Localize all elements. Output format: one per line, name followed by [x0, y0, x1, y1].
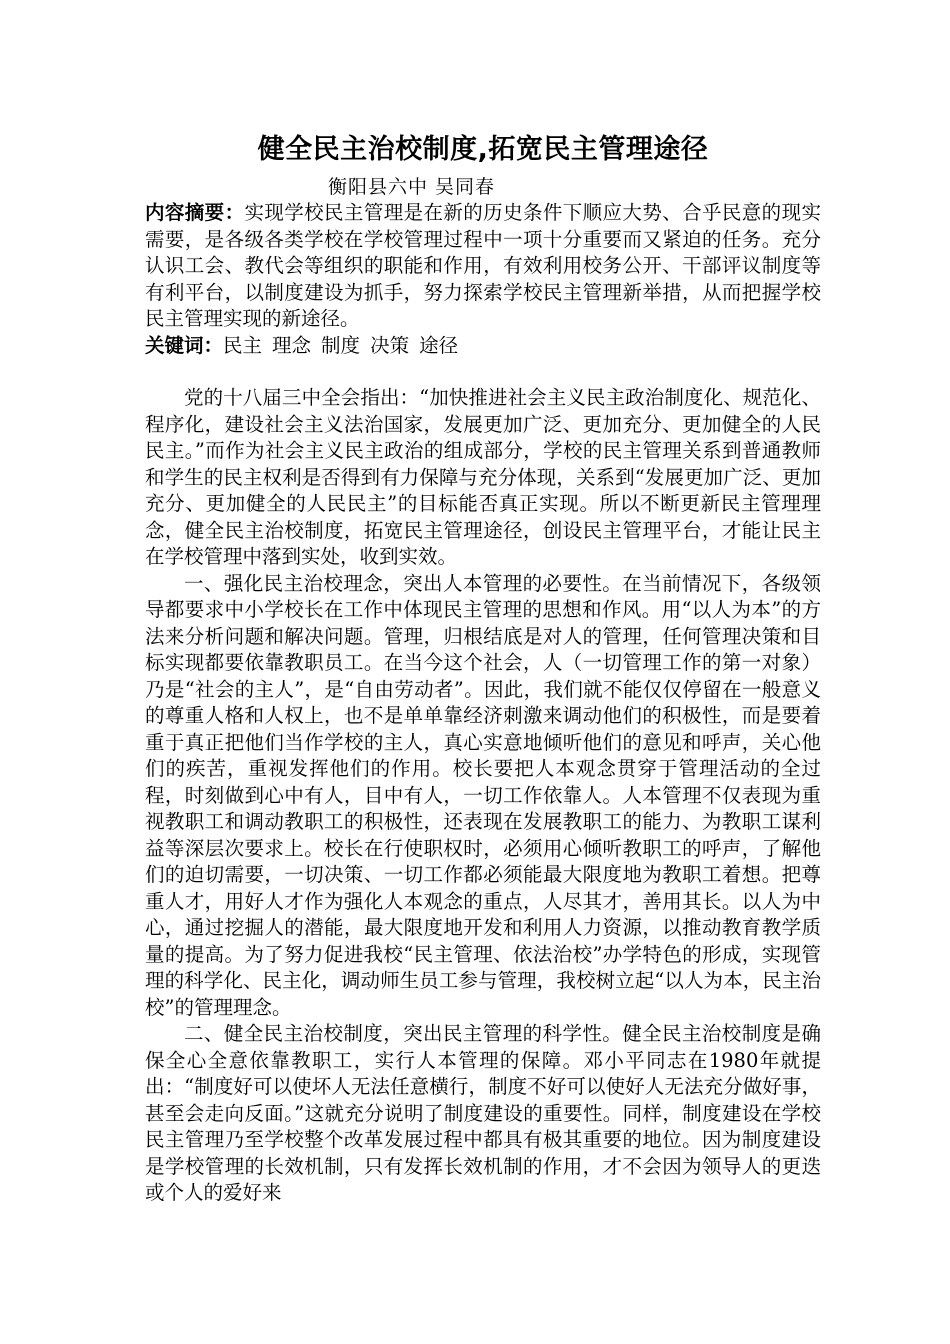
body-paragraph-intro: 党的十八届三中全会指出：“加快推进社会主义民主政治制度化、规范化、程序化，建设社会主义法治国家，发展更加广泛、更加充分、更加健全的人民民主。”而作为社会主义民主政治的组成部分，学校的民主管理关系到普通教师和学生的民主权利是否得到有力保障与充分体现，关系到“发展更加广泛、更加充分、更加健全的人民民主”的目标能否真正实现。所以不断更新民主管理理念，健全民主治校制度，拓宽民主管理途径，创设民主管理平台，才能让民主在学校管理中落到实处，收到实效。 [145, 386, 821, 568]
document-title: 健全民主治校制度,拓宽民主管理途径 [257, 134, 709, 165]
keyword: 途径 [419, 333, 459, 357]
keyword: 民主 [223, 333, 263, 357]
document-page [145, 128, 821, 1207]
author-line: 衡阳县六中 吴同春 [328, 176, 496, 198]
abstract [145, 200, 821, 333]
keyword: 制度 [321, 333, 361, 357]
keywords-line [145, 333, 821, 360]
abstract-text: 实现学校民主管理是在新的历史条件下顺应大势、合乎民意的现实需要，是各级各类学校在学校管理过程中一项十分重要而又紧迫的任务。充分认识工会、教代会等组织的职能和作用，有效利用校务公开、干部评议制度等有利平台，以制度建设为抓手，努力探索学校民主管理新举措，从而把握学校民主管理实现的新途径。 [145, 201, 821, 330]
body-paragraph-section-2: 二、健全民主治校制度，突出民主管理的科学性。健全民主治校制度是确保全心全意依靠教职工，实行人本管理的保障。邓小平同志在1980年就提出：“制度好可以使坏人无法任意横行，制度不好可以使好人无法充分做好事，甚至会走向反面。”这就充分说明了制度建设的重要性。同样，制度建设在学校民主管理乃至学校整个改革发展过程中都具有极其重要的地位。因为制度建设是学校管理的长效机制，只有发挥长效机制的作用，才不会因为领导人的更迭或个人的爱好来 [145, 1022, 821, 1204]
keywords-label: 关键词： [145, 333, 224, 357]
keyword: 理念 [272, 333, 312, 357]
blank-line [145, 359, 821, 385]
body-paragraph-section-1: 一、强化民主治校理念，突出人本管理的必要性。在当前情况下，各级领导都要求中小学校长在工作中体现民主管理的思想和作风。用“以人为本”的方法来分析问题和解决问题。管理，归根结底是对人的管理，任何管理决策和目标实现都要依靠教职员工。在当今这个社会，人（一切管理工作的第一对象）乃是“社会的主人”，是“自由劳动者”。因此，我们就不能仅仅停留在一般意义的尊重人格和人权上，也不是单单靠经济刺激来调动他们的积极性，而是要着重于真正把他们当作学校的主人，真心实意地倾听他们的意见和呼声，关心他们的疾苦，重视发挥他们的作用。校长要把人本观念贯穿于管理活动的全过程，时刻做到心中有人，目中有人，一切工作依靠人。人本管理不仅表现为重视教职工和调动教职工的积极性，还表现在发展教职工的能力、为教职工谋利益等深层次要求上。校长在行使职权时，必须用心倾听教职工的呼声，了解他们的迫切需要，一切决策、一切工作都必须能最大限度地为教职工着想。把尊重人才，用好人才作为强化人本观念的重点，人尽其才，善用其长。以人为中心，通过挖掘人的潜能，最大限度地开发和利用人力资源，以推动教育教学质量的提高。为了努力促进我校“民主管理、依法治校”办学特色的形成，实现管理的科学化、民主化，调动师生员工参与管理，我校树立起“以人为本，民主治校”的管理理念。 [145, 571, 821, 1019]
abstract-label: 内容摘要： [145, 201, 245, 224]
keyword: 决策 [370, 333, 410, 357]
